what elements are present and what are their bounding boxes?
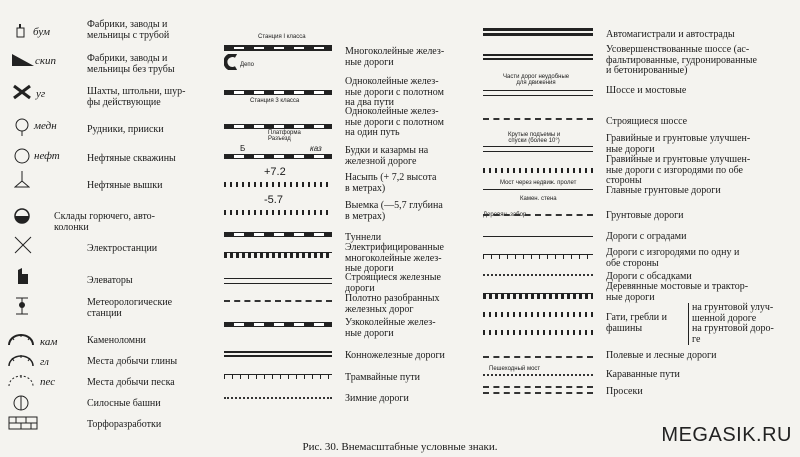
- pontoon-label: Пешеходный мост: [489, 366, 541, 372]
- gati-symbol-1: [483, 312, 593, 317]
- wooden-road-symbol: [483, 293, 593, 299]
- wood-fence-label: Деревян. забор: [483, 212, 527, 218]
- factory-chimney-icon: [14, 24, 28, 42]
- label-highway-construction: Строящиеся шоссе: [606, 116, 688, 127]
- embankment-symbol: [224, 182, 332, 187]
- abbr-skip: скип: [35, 55, 57, 67]
- label-factory-chimney: Фабрики, заводы и мельницы с трубой: [87, 19, 170, 41]
- label-gati-options: на грунтовой улуч- шенной дороге на грунтовой доро- ге: [688, 303, 800, 345]
- highway-symbol: [483, 90, 593, 96]
- label-winter-road: Зимние дороги: [345, 393, 409, 404]
- label-oil-well: Нефтяные скважины: [87, 153, 176, 164]
- improved-highway-symbol: [483, 54, 593, 60]
- dirt-road-symbol: [483, 214, 593, 216]
- label-gati: Гати, гребли и фашины: [606, 312, 668, 334]
- label-factory-no-chimney: Фабрики, заводы и мельницы без трубы: [87, 53, 175, 75]
- label-main-dirt-road: Главные грунтовые дороги: [606, 185, 721, 196]
- cut-value: -5.7: [264, 194, 283, 206]
- main-dirt-road-symbol: [483, 189, 593, 190]
- gravel-road-fenced-symbol: [483, 168, 593, 173]
- booth-b-label: Б: [240, 144, 246, 153]
- label-railway-single-one: Одноколейные желез- ные дороги с полотном на один путь: [345, 106, 444, 138]
- label-improved-highway: Усовершенствованные шоссе (ас- фальтированные, гудронированные и бетонированные): [606, 44, 757, 76]
- tunnel-symbol: [224, 232, 332, 237]
- fuel-depot-icon: [14, 208, 30, 224]
- label-mine: Шахты, штольни, шур- фы действующие: [87, 86, 186, 108]
- label-fuel-depot: Склады горючего, авто- колонки: [54, 211, 156, 233]
- clearing-symbol-2: [483, 392, 593, 394]
- label-narrow-gauge: Узкоколейные желез- ные дороги: [345, 317, 436, 339]
- label-mine-ore: Рудники, прииски: [87, 124, 164, 135]
- figure-caption: Рис. 30. Внемасштабные условные знаки.: [302, 441, 498, 453]
- label-embankment: Насыпь (+ 7,2 высота в метрах): [345, 172, 437, 194]
- label-railway-single-two: Одноколейные желез- ные дороги с полотном на два пути: [345, 76, 444, 108]
- quarry-icon: [8, 334, 34, 346]
- bridge-parts-label: Части дорог неудобные для движения: [503, 74, 570, 86]
- hedged-road-symbol: [483, 254, 593, 259]
- label-weather-station: Метеорологические станции: [87, 297, 173, 319]
- label-clay-pit: Места добычи глины: [87, 356, 178, 367]
- factory-no-chimney-icon: [12, 54, 34, 66]
- abbr-neft: нефт: [34, 150, 60, 162]
- station3-label: Станция 3 класса: [250, 98, 300, 104]
- railway-multi-symbol: [224, 45, 332, 51]
- label-railway-construction: Строящиеся железные дороги: [345, 272, 441, 294]
- embank-value: +7.2: [264, 166, 286, 178]
- label-electrified-railway: Электрифицированные многоколейные желез- ные дороги: [345, 242, 444, 274]
- gati-symbol-2: [483, 330, 593, 335]
- elevator-icon: [16, 266, 30, 284]
- station1-label: Станция I класса: [258, 34, 306, 40]
- narrow-gauge-symbol: [224, 322, 332, 327]
- mine-icon: [12, 84, 32, 100]
- label-field-road: Полевые и лесные дороги: [606, 350, 717, 361]
- label-caravan-route: Караванные пути: [606, 369, 680, 380]
- abbr-kam: кам: [40, 336, 58, 348]
- label-railway-booth: Будки и казармы на железной дороге: [345, 145, 429, 167]
- label-fenced-road: Дороги с оградами: [606, 231, 687, 242]
- label-motorway: Автомагистрали и автострады: [606, 29, 735, 40]
- weather-station-icon: [14, 296, 30, 316]
- railway-single-one-symbol: [224, 124, 332, 129]
- label-dirt-road: Грунтовые дороги: [606, 210, 684, 221]
- railway-booth-symbol: [224, 154, 332, 159]
- peat-icon: [8, 416, 38, 430]
- clay-pit-icon: [8, 355, 34, 367]
- clearing-symbol-1: [483, 386, 593, 388]
- label-sand-pit: Места добычи песка: [87, 377, 175, 388]
- oil-derrick-icon: [14, 171, 30, 189]
- power-station-icon: [14, 236, 32, 254]
- depot-label: Депо: [240, 62, 254, 68]
- mine-ore-icon: [14, 118, 30, 136]
- abbr-gl: гл: [40, 356, 49, 368]
- horse-railway-symbol: [224, 351, 332, 357]
- gravel-road-symbol: [483, 146, 593, 152]
- cut-symbol: [224, 210, 332, 215]
- bridge-hw-label: Мост через недвиж. пролет: [500, 180, 577, 186]
- platform-label: Платформа Разъезд: [268, 130, 301, 142]
- abbr-bum: бум: [33, 26, 51, 38]
- oil-well-icon: [14, 148, 30, 164]
- label-railway-dismantled: Полотно разобранных железных дорог: [345, 293, 440, 315]
- tree-lined-road-symbol: [483, 274, 593, 276]
- motorway-symbol: [483, 28, 593, 36]
- railway-dismantled-symbol: [224, 300, 332, 302]
- label-tunnel: Туннели: [345, 232, 382, 243]
- booth-kaz-label: каз: [310, 144, 322, 153]
- fenced-road-symbol: [483, 236, 593, 237]
- label-quarry: Каменоломни: [87, 335, 146, 346]
- winter-road-symbol: [224, 397, 332, 399]
- label-silo: Силосные башни: [87, 398, 161, 409]
- label-cut: Выемка (—5,7 глубина в метрах): [345, 200, 443, 222]
- abbr-pes: пес: [40, 376, 56, 388]
- label-hedged-road: Дороги с изгородями по одну и обе стороны: [606, 247, 740, 269]
- watermark: MEGASIK.RU: [661, 424, 792, 446]
- tram-symbol: [224, 374, 332, 379]
- label-horse-railway: Конножелезные дороги: [345, 350, 445, 361]
- sand-pit-icon: [8, 375, 34, 387]
- label-clearing: Просеки: [606, 386, 643, 397]
- label-tree-lined-road: Дороги с обсадками: [606, 271, 692, 282]
- highway-construction-symbol: [483, 118, 593, 120]
- depot-icon: [224, 54, 238, 70]
- label-tram: Трамвайные пути: [345, 372, 420, 383]
- slopes-label: Крутые подъемы и спуски (более 10°): [508, 132, 561, 144]
- silo-icon: [13, 395, 29, 411]
- label-elevator: Элеваторы: [87, 275, 133, 286]
- label-highway: Шоссе и мостовые: [606, 85, 687, 96]
- electrified-railway-symbol: [224, 252, 332, 258]
- railway-single-two-symbol: [224, 90, 332, 95]
- railway-construction-symbol: [224, 278, 332, 284]
- stone-wall-label: Камен. стена: [520, 196, 557, 202]
- label-wooden-road: Деревянные мостовые и трактор- ные дороги: [606, 281, 749, 303]
- field-road-symbol: [483, 356, 593, 358]
- label-peat: Торфоразработки: [87, 419, 162, 430]
- label-oil-derrick: Нефтяные вышки: [87, 180, 163, 191]
- label-gravel-road-fenced: Гравийные и грунтовые улучшен- ные дороги с изгородями по обе стороны: [606, 154, 751, 186]
- abbr-medn: медн: [34, 120, 57, 132]
- label-gravel-road: Гравийные и грунтовые улучшен- ные дороги: [606, 133, 751, 155]
- caravan-route-symbol: [483, 374, 593, 376]
- abbr-ug: уг: [36, 88, 46, 100]
- label-power-station: Электростанции: [87, 243, 158, 254]
- label-railway-multi: Многоколейные желез- ные дороги: [345, 46, 445, 68]
